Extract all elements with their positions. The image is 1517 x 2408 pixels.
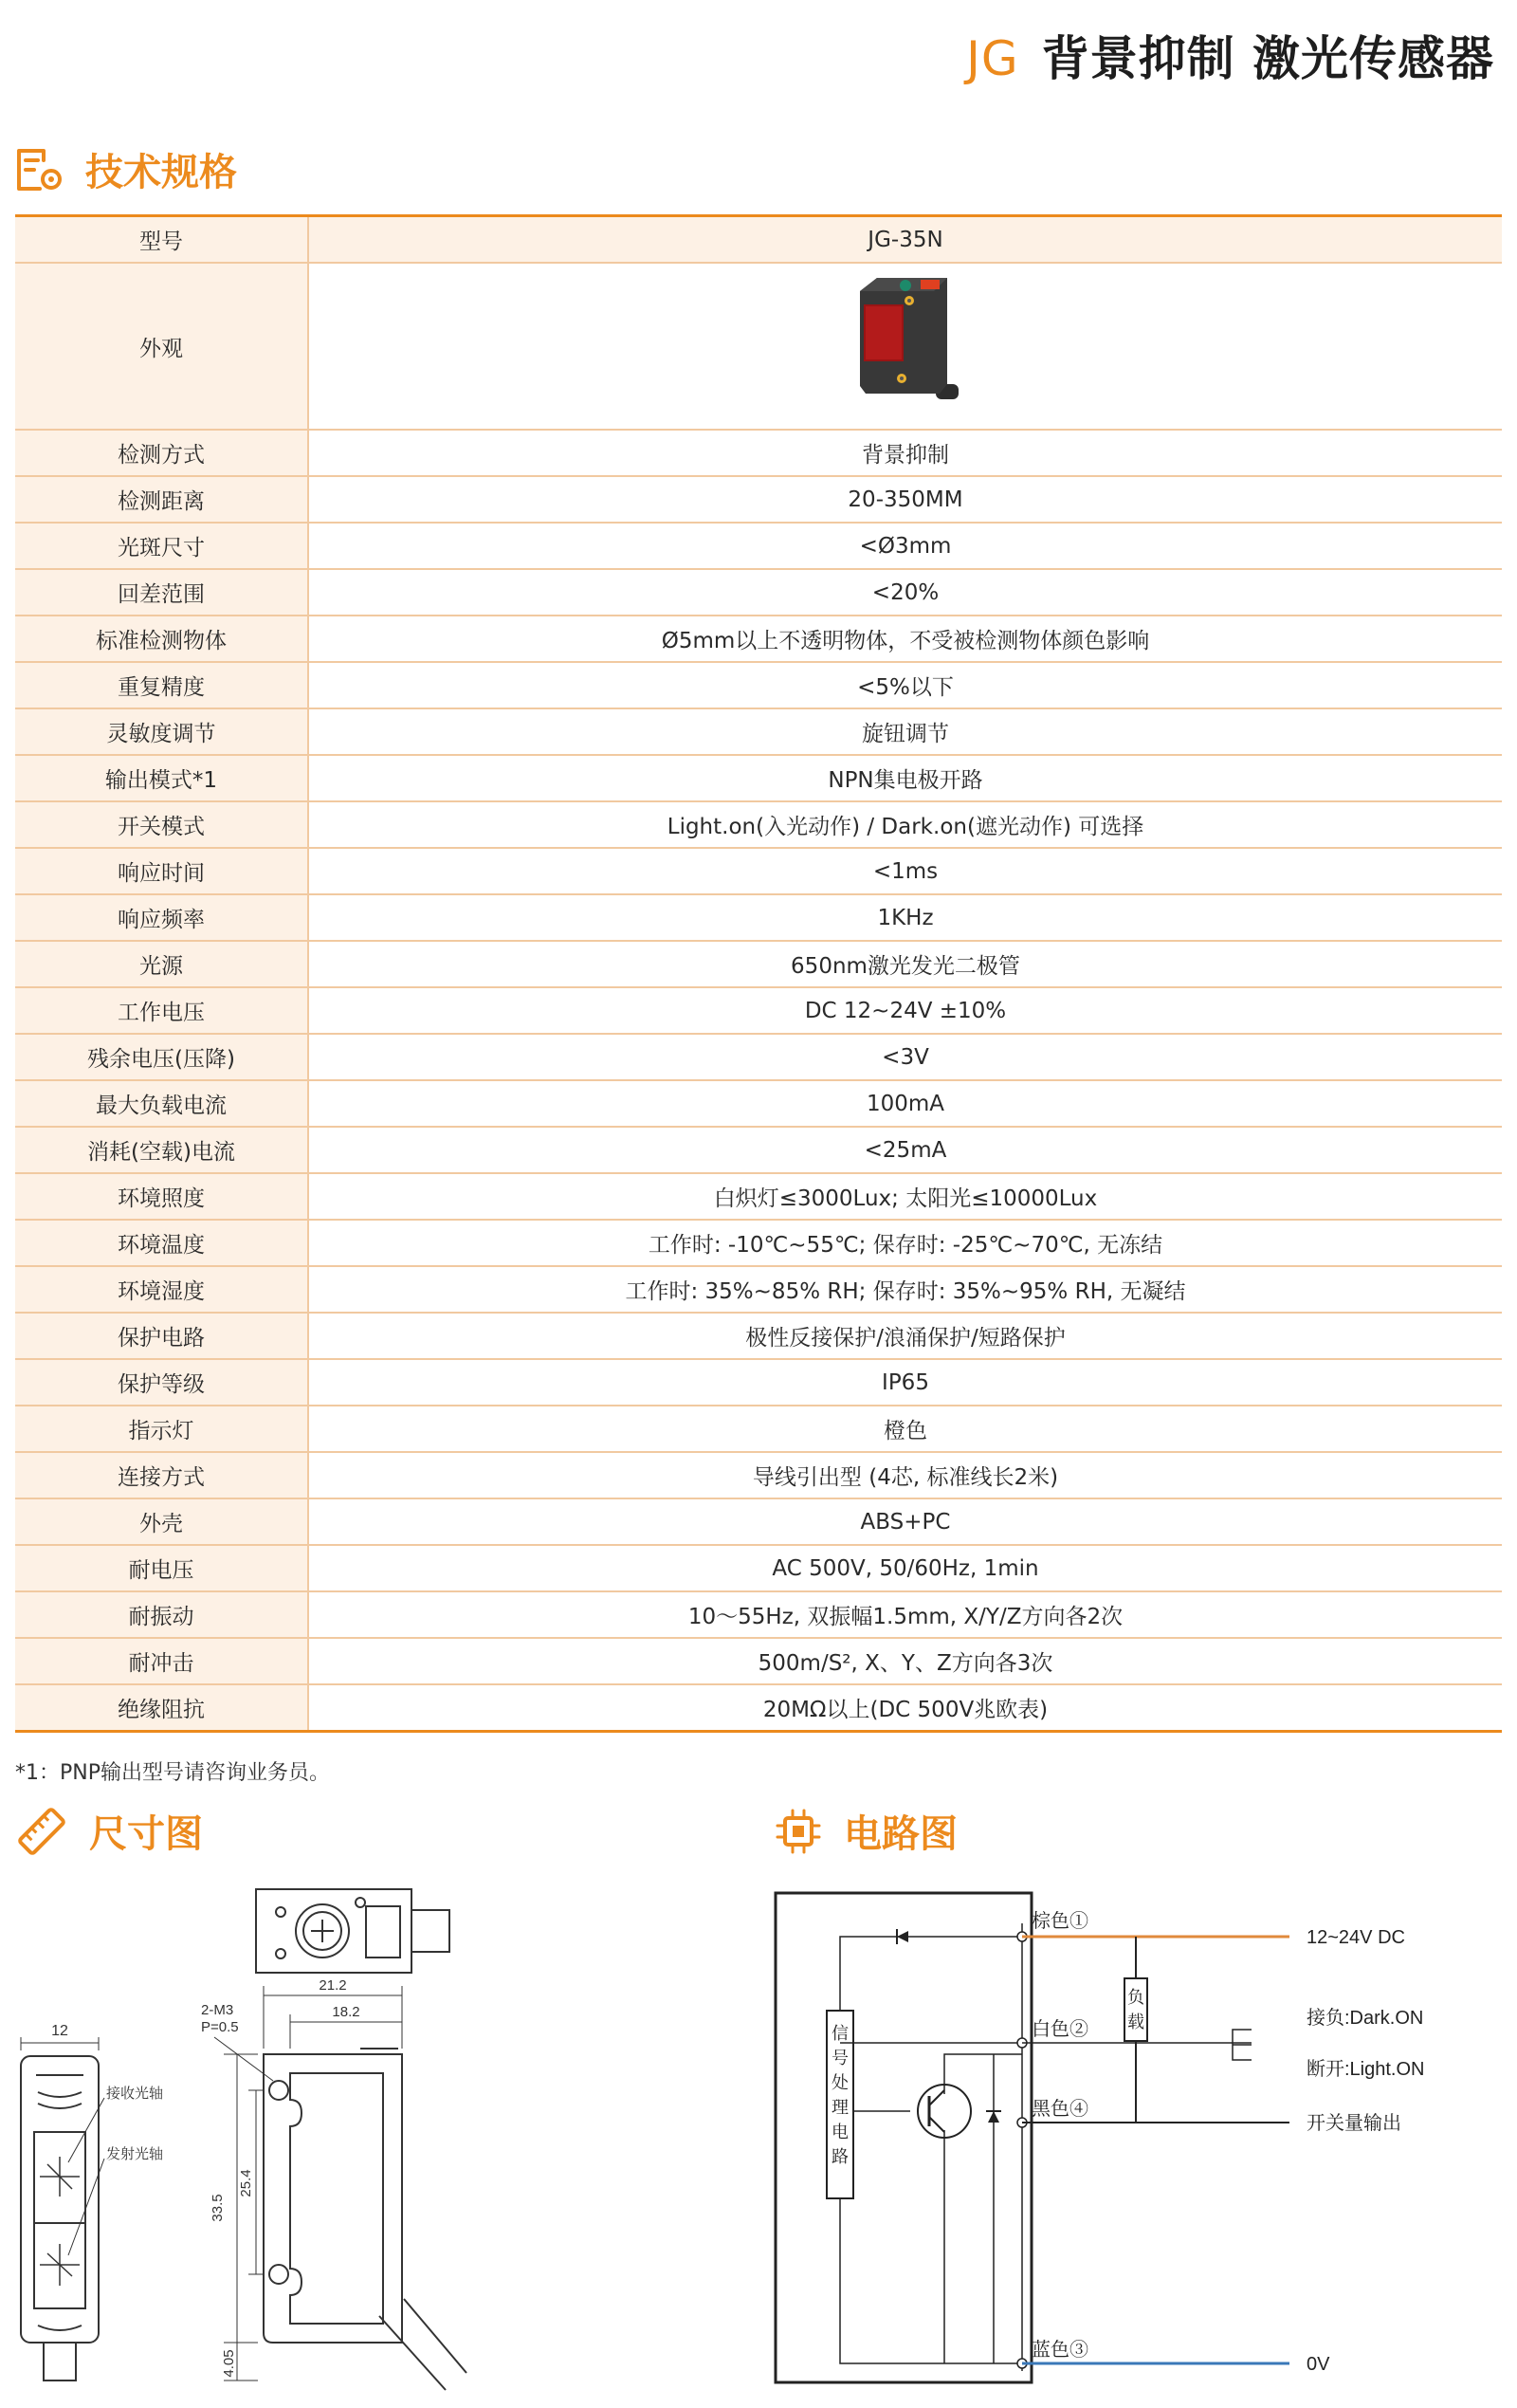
spec-key: 消耗(空载)电流	[15, 1127, 308, 1173]
dim-33-5: 33.5	[210, 2194, 226, 2222]
table-row	[15, 662, 1502, 708]
spec-value: 1KHz	[308, 894, 1502, 941]
table-row	[15, 755, 1502, 801]
light-on-label: 断开:Light.ON	[1307, 2059, 1425, 2080]
spec-key: 检测方式	[15, 430, 308, 476]
dim-25-4: 25.4	[238, 2169, 254, 2197]
footnote: *1：PNP输出型号请咨询业务员。	[15, 1761, 330, 1785]
load-label: 负载	[1127, 1988, 1144, 2031]
dimension-drawing	[0, 1878, 531, 2395]
table-row	[15, 1173, 1502, 1220]
chip-icon	[774, 1807, 823, 1856]
spec-value: 100mA	[308, 1080, 1502, 1127]
spec-value: <20%	[308, 569, 1502, 616]
product-title: 背景抑制 激光传感器	[1041, 31, 1494, 86]
model-series-code: JG	[966, 31, 1019, 86]
side-view	[264, 2049, 466, 2390]
spec-value: DC 12~24V ±10%	[308, 987, 1502, 1034]
ruler-icon	[15, 1805, 68, 1858]
table-row	[15, 1266, 1502, 1313]
switch-output-label: 开关量输出	[1307, 2113, 1401, 2134]
spec-value: 背景抑制	[308, 430, 1502, 476]
spec-key: 环境温度	[15, 1220, 308, 1266]
spec-value: <5%以下	[308, 662, 1502, 708]
dim-18-2: 18.2	[332, 2004, 360, 2020]
spec-value: AC 500V, 50/60Hz, 1min	[308, 1545, 1502, 1591]
spec-key: 回差范围	[15, 569, 308, 616]
spec-key: 耐电压	[15, 1545, 308, 1591]
table-row	[15, 1638, 1502, 1684]
spec-value: 10～55Hz, 双振幅1.5mm, X/Y/Z方向各2次	[308, 1591, 1502, 1638]
table-row	[15, 1406, 1502, 1452]
spec-key: 响应频率	[15, 894, 308, 941]
table-row	[15, 1220, 1502, 1266]
spec-key: 绝缘阻抗	[15, 1684, 308, 1732]
table-row	[15, 216, 1502, 264]
spec-key: 工作电压	[15, 987, 308, 1034]
table-row	[15, 1591, 1502, 1638]
spec-value: 橙色	[308, 1406, 1502, 1452]
spec-value: 导线引出型 (4芯, 标准线长2米)	[308, 1452, 1502, 1498]
spec-key: 输出模式*1	[15, 755, 308, 801]
dark-on-label: 接负:Dark.ON	[1307, 2008, 1424, 2029]
table-row	[15, 801, 1502, 848]
spec-value: <3V	[308, 1034, 1502, 1080]
table-row	[15, 1359, 1502, 1406]
spec-value: <Ø3mm	[308, 523, 1502, 569]
page-title	[966, 21, 1494, 89]
table-row	[15, 1034, 1502, 1080]
table-row	[15, 616, 1502, 662]
spec-section-heading	[15, 142, 237, 196]
tx-axis-label: 发射光轴	[106, 2146, 164, 2162]
spec-value: Light.on(入光动作) / Dark.on(遮光动作) 可选择	[308, 801, 1502, 848]
spec-value: 旋钮调节	[308, 708, 1502, 755]
pitch-label: P=0.5	[201, 2019, 239, 2035]
spec-key: 标准检测物体	[15, 616, 308, 662]
table-row	[15, 1545, 1502, 1591]
front-view-crosshairs	[40, 2157, 80, 2286]
wire-blue-label: 蓝色③	[1032, 2340, 1088, 2361]
spec-value: ABS+PC	[308, 1498, 1502, 1545]
signal-block-label: 信号处理电路	[832, 2024, 849, 2166]
spec-value: 500m/S², X、Y、Z方向各3次	[308, 1638, 1502, 1684]
table-row	[15, 430, 1502, 476]
spec-sheet-icon	[15, 147, 64, 193]
table-row	[15, 523, 1502, 569]
supply-label: 12~24V DC	[1307, 1927, 1405, 1948]
dimension-section-title: 尺寸图	[89, 1812, 203, 1856]
spec-key: 型号	[15, 216, 308, 264]
front-view	[21, 2056, 99, 2380]
sensor-product-image	[849, 272, 962, 414]
table-row	[15, 1498, 1502, 1545]
table-row	[15, 848, 1502, 894]
spec-key: 检测距离	[15, 476, 308, 523]
spec-value: 白炽灯≤3000Lux; 太阳光≤10000Lux	[308, 1173, 1502, 1220]
spec-value: 20-350MM	[308, 476, 1502, 523]
spec-value: 极性反接保护/浪涌保护/短路保护	[308, 1313, 1502, 1359]
spec-key: 灵敏度调节	[15, 708, 308, 755]
circuit-diagram	[758, 1887, 1508, 2399]
wire-black-label: 黑色④	[1032, 2099, 1088, 2120]
spec-key: 光源	[15, 941, 308, 987]
spec-key: 外观	[15, 263, 308, 430]
spec-value: <1ms	[308, 848, 1502, 894]
spec-key: 指示灯	[15, 1406, 308, 1452]
rx-axis-label: 接收光轴	[106, 2086, 164, 2102]
spec-key: 耐振动	[15, 1591, 308, 1638]
spec-value: 20MΩ以上(DC 500V兆欧表)	[308, 1684, 1502, 1732]
spec-value: 650nm激光发光二极管	[308, 941, 1502, 987]
spec-key: 外壳	[15, 1498, 308, 1545]
spec-value: Ø5mm以上不透明物体，不受被检测物体颜色影响	[308, 616, 1502, 662]
dim-width: 12	[51, 2023, 68, 2039]
spec-key: 重复精度	[15, 662, 308, 708]
spec-key: 耐冲击	[15, 1638, 308, 1684]
spec-section-title: 技术规格	[85, 151, 237, 194]
dim-21-2: 21.2	[319, 1977, 347, 1994]
spec-key: 光斑尺寸	[15, 523, 308, 569]
spec-value: <25mA	[308, 1127, 1502, 1173]
table-row	[15, 1452, 1502, 1498]
spec-key: 响应时间	[15, 848, 308, 894]
spec-value	[308, 263, 1502, 430]
table-row	[15, 1127, 1502, 1173]
table-row	[15, 941, 1502, 987]
table-row	[15, 1313, 1502, 1359]
spec-key: 残余电压(压降)	[15, 1034, 308, 1080]
dimension-section-heading	[15, 1804, 203, 1858]
top-view	[256, 1889, 449, 1973]
screw-label: 2-M3	[201, 2002, 234, 2018]
circuit-section-heading	[774, 1804, 958, 1858]
spec-value: 工作时: 35%~85% RH; 保存时: 35%~95% RH, 无凝结	[308, 1266, 1502, 1313]
spec-key: 保护电路	[15, 1313, 308, 1359]
table-row	[15, 263, 1502, 430]
table-row	[15, 476, 1502, 523]
table-row	[15, 1080, 1502, 1127]
spec-key: 连接方式	[15, 1452, 308, 1498]
dim-4-05: 4.05	[221, 2349, 237, 2378]
spec-key: 保护等级	[15, 1359, 308, 1406]
table-row	[15, 569, 1502, 616]
circuit-section-title: 电路图	[844, 1812, 958, 1856]
spec-key: 最大负载电流	[15, 1080, 308, 1127]
spec-value: IP65	[308, 1359, 1502, 1406]
spec-table	[15, 214, 1502, 1733]
wire-white-label: 白色②	[1032, 2019, 1088, 2040]
spec-value: NPN集电极开路	[308, 755, 1502, 801]
wire-brown-label: 棕色①	[1032, 1911, 1088, 1932]
zero-v-label: 0V	[1307, 2354, 1330, 2375]
spec-key: 环境照度	[15, 1173, 308, 1220]
table-row	[15, 1684, 1502, 1732]
table-row	[15, 894, 1502, 941]
table-row	[15, 987, 1502, 1034]
spec-value: JG-35N	[308, 216, 1502, 264]
spec-value: 工作时: -10℃~55℃; 保存时: -25℃~70℃, 无冻结	[308, 1220, 1502, 1266]
table-row	[15, 708, 1502, 755]
spec-key: 环境湿度	[15, 1266, 308, 1313]
spec-key: 开关模式	[15, 801, 308, 848]
